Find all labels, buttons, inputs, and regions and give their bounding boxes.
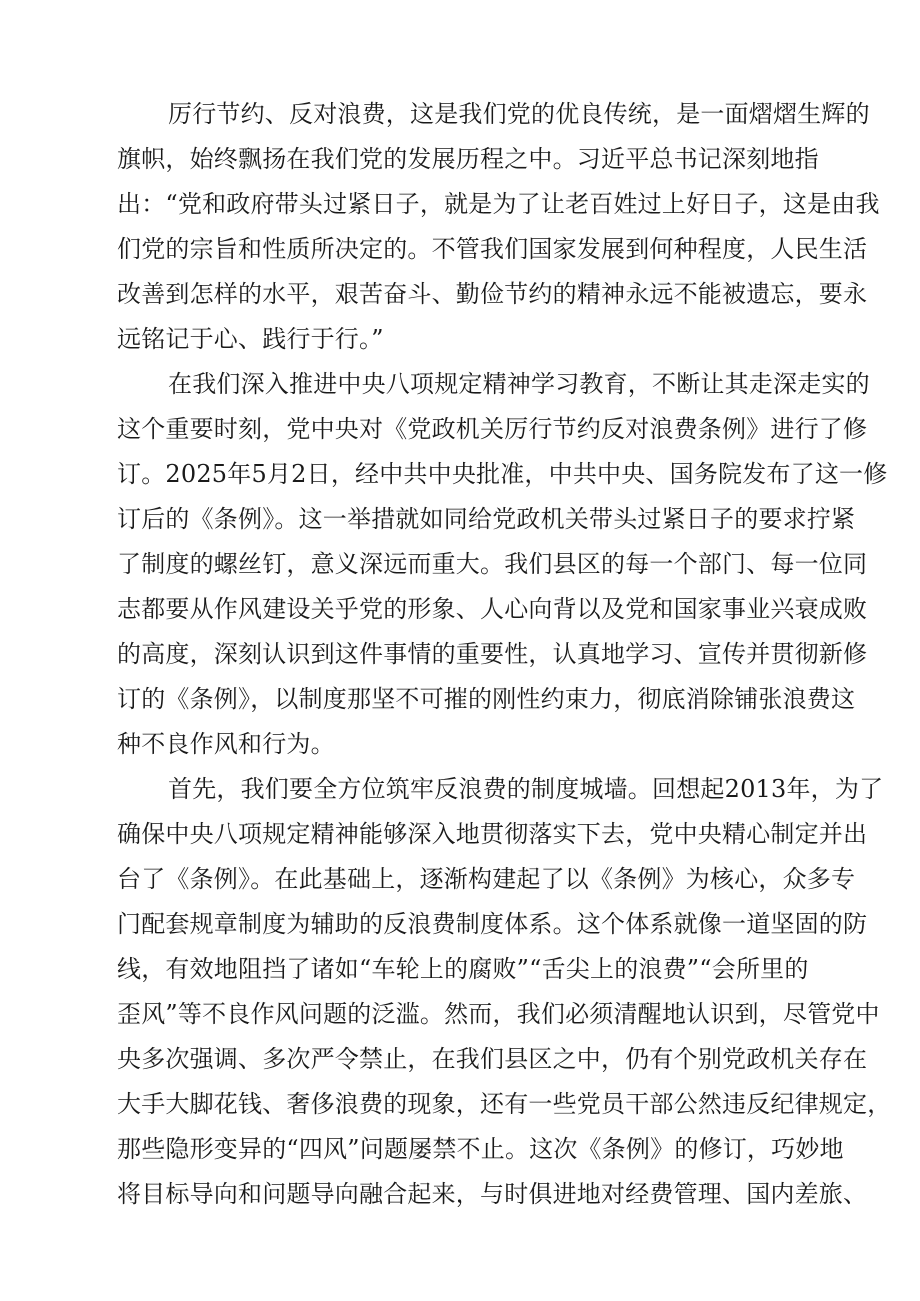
paragraph-1-line-6: 远铭记于心、践行于行。” — [117, 325, 384, 353]
paragraph-1-line-5: 改善到怎样的水平，艰苦奋斗、勤俭节约的精神永远不能被遗忘，要永 — [117, 280, 868, 308]
paragraph-1-line-3: 出：“党和政府带头过紧日子，就是为了让老百姓过上好日子，这是由我 — [117, 190, 880, 218]
paragraph-2-line-4: 订后的《条例》。这一举措就如同给党政机关带头过紧日子的要求拧紧 — [117, 505, 856, 533]
paragraph-3-line-1: 首先，我们要全方位筑牢反浪费的制度城墙。回想起2013年，为了 — [168, 775, 884, 803]
paragraph-1-line-1: 厉行节约、反对浪费，这是我们党的优良传统，是一面熠熠生辉的 — [168, 100, 870, 128]
paragraph-3-line-7: 央多次强调、多次严令禁止，在我们县区之中，仍有个别党政机关存在 — [117, 1045, 868, 1073]
paragraph-2-line-7: 的高度，深刻认识到这件事情的重要性，认真地学习、宣传并贯彻新修 — [117, 640, 868, 668]
paragraph-3-line-4: 门配套规章制度为辅助的反浪费制度体系。这个体系就像一道坚固的防 — [117, 910, 868, 938]
paragraph-1-line-4: 们党的宗旨和性质所决定的。不管我们国家发展到何种程度，人民生活 — [117, 235, 868, 263]
paragraph-3-line-3: 台了《条例》。在此基础上，逐渐构建起了以《条例》为核心，众多专 — [117, 865, 856, 893]
paragraph-3-line-8: 大手大脚花钱、奢侈浪费的现象，还有一些党员干部公然违反纪律规定， — [117, 1090, 892, 1118]
paragraph-3-line-5: 线，有效地阻挡了诸如“车轮上的腐败”“舌尖上的浪费”“会所里的 — [117, 955, 809, 983]
paragraph-3-line-9: 那些隐形变异的“四风”问题屡禁不止。这次《条例》的修订，巧妙地 — [117, 1135, 844, 1163]
paragraph-3-line-6: 歪风”等不良作风问题的泛滥。然而，我们必须清醒地认识到，尽管党中 — [117, 1000, 880, 1028]
paragraph-2-line-5: 了制度的螺丝钉，意义深远而重大。我们县区的每一个部门、每一位同 — [117, 550, 868, 578]
paragraph-2-line-9: 种不良作风和行为。 — [117, 730, 335, 758]
paragraph-2-line-3: 订。2025年5月2日，经中共中央批准，中共中央、国务院发布了这一修 — [117, 460, 888, 488]
paragraph-3-line-2: 确保中央八项规定精神能够深入地贯彻落实下去，党中央精心制定并出 — [117, 820, 868, 848]
paragraph-1-line-2: 旗帜，始终飘扬在我们党的发展历程之中。习近平总书记深刻地指 — [117, 145, 819, 173]
paragraph-2-line-1: 在我们深入推进中央八项规定精神学习教育，不断让其走深走实的 — [168, 370, 870, 398]
paragraph-3-line-10: 将目标导向和问题导向融合起来，与时俱进地对经费管理、国内差旅、 — [117, 1180, 868, 1208]
paragraph-2-line-2: 这个重要时刻，党中央对《党政机关厉行节约反对浪费条例》进行了修 — [117, 415, 868, 443]
paragraph-2-line-6: 志都要从作风建设关乎党的形象、人心向背以及党和国家事业兴衰成败 — [117, 595, 868, 623]
paragraph-2-line-8: 订的《条例》，以制度那坚不可摧的刚性约束力，彻底消除铺张浪费这 — [117, 685, 856, 713]
